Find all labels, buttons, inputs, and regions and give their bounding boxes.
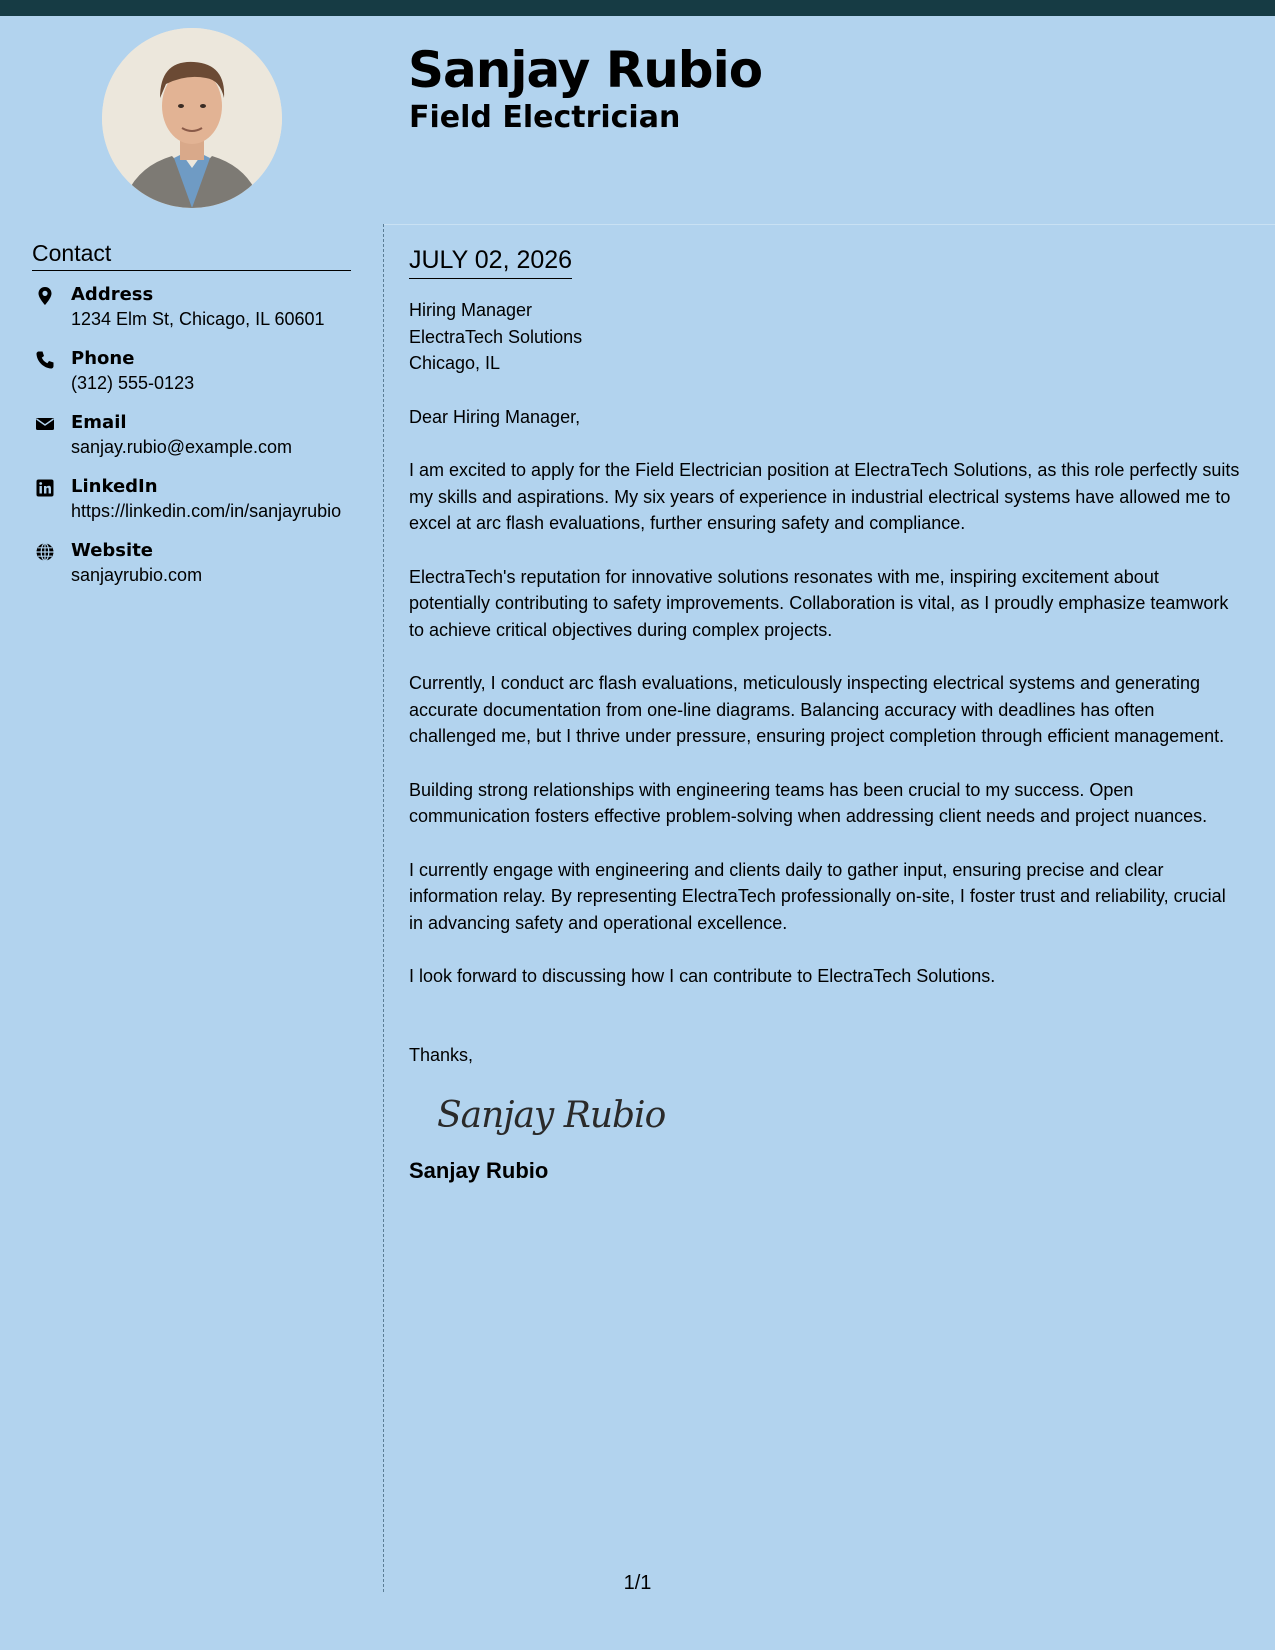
applicant-name: Sanjay Rubio	[408, 41, 763, 99]
recipient-line: Hiring Manager	[409, 300, 533, 320]
globe-icon	[35, 542, 55, 562]
website-value[interactable]: sanjayrubio.com	[71, 565, 203, 585]
contact-heading: Contact	[32, 240, 351, 271]
phone-icon	[35, 350, 55, 370]
signer-name: Sanjay Rubio	[409, 1158, 549, 1183]
recipient-line: Chicago, IL	[409, 353, 501, 373]
top-bar	[0, 0, 1275, 16]
website-label: Website	[71, 540, 154, 561]
linkedin-value[interactable]: https://linkedin.com/in/sanjayrubio	[71, 501, 342, 521]
address-label: Address	[71, 284, 154, 305]
phone-label: Phone	[71, 348, 135, 369]
contact-linkedin	[32, 475, 351, 523]
contact-phone	[32, 347, 351, 395]
phone-value: (312) 555-0123	[71, 373, 195, 393]
email-label: Email	[71, 412, 127, 433]
contact-website	[32, 539, 351, 587]
address-value: 1234 Elm St, Chicago, IL 60601	[71, 309, 325, 329]
envelope-icon	[35, 414, 55, 434]
recipient-block	[409, 297, 1241, 377]
page-number: 1/1	[623, 1572, 652, 1594]
handwritten-signature: Sanjay Rubio	[437, 1095, 666, 1136]
letter-paragraph: Currently, I conduct arc flash evaluations, meticulously inspecting electrical systems and generating accurate documentation from one-line diagrams. Balancing accuracy with deadlines has often challenged me, but I thrive under pressure, ensuring project completion through efficient management.	[409, 673, 1225, 746]
column-divider	[383, 224, 384, 1592]
contact-address	[32, 283, 351, 331]
header-divider	[384, 224, 1275, 225]
letter-paragraph: I look forward to discussing how I can contribute to ElectraTech Solutions.	[409, 966, 996, 986]
map-pin-icon	[35, 286, 55, 306]
contact-sidebar	[32, 240, 351, 603]
letter-paragraph: I currently engage with engineering and clients daily to gather input, ensuring precise and clear information relay. By representing ElectraTech professionally on-site, I foster trust and reliability, crucial in advancing safety and operational excellence.	[409, 859, 1226, 933]
closing: Thanks,	[409, 1044, 474, 1065]
linkedin-icon	[35, 478, 55, 498]
letter-paragraph: Building strong relationships with engineering teams has been crucial to my success. Open communication fosters effective problem-solving when addressing client needs and project nuances.	[409, 779, 1208, 826]
linkedin-label: LinkedIn	[71, 476, 158, 497]
letter-date: JULY 02, 2026	[409, 244, 572, 279]
job-title: Field Electrician	[409, 100, 681, 135]
email-value[interactable]: sanjay.rubio@example.com	[71, 437, 293, 457]
letter-paragraph: ElectraTech's reputation for innovative solutions resonates with me, inspiring excitement about potentially contributing to safety improvements. Collaboration is vital, as I proudly emphasize teamwork to achieve critical objectives during complex projects.	[409, 566, 1229, 640]
letter-body	[409, 240, 1241, 1185]
recipient-line: ElectraTech Solutions	[409, 326, 583, 347]
letter-paragraph: I am excited to apply for the Field Electrician position at ElectraTech Solutions, as this role perfectly suits my skills and aspirations. My six years of experience in industrial electrical systems have allowed me to excel at arc flash evaluations, further ensuring safety and compliance.	[409, 460, 1240, 533]
salutation: Dear Hiring Manager,	[409, 406, 581, 427]
contact-email	[32, 411, 351, 459]
profile-photo	[102, 28, 282, 208]
